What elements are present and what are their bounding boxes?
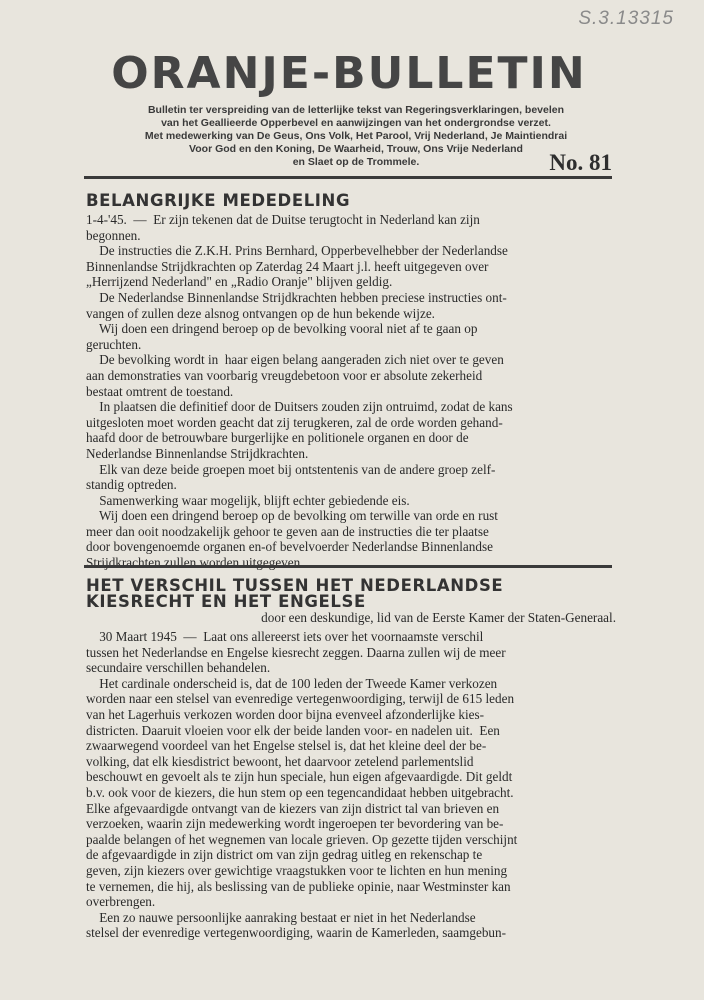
article1-line: standig optreden. [86,477,177,493]
subtitle-line: Met medewerking van De Geus, Ons Volk, Het Parool, Vrij Nederland, Je Maintiendrai [144,130,568,142]
article2-line: Het cardinale onderscheid is, dat de 100 leden der Tweede Kamer verkozen [86,675,498,691]
article1-heading: BELANGRIJKE MEDEDELING [86,191,351,210]
article1-line: De bevolking wordt in haar eigen belang aangeraden zich niet over te geven [86,352,504,368]
subtitle-line: Bulletin ter verspreiding van de letterlijke tekst van Regeringsverklaringen, bevelen [147,104,565,116]
article2-line: tussen het Nederlandse en Engelse kiesrecht zeggen. Daarna zullen wij de meer [86,644,506,660]
masthead-title: ORANJE-BULLETIN [111,48,587,99]
article1-body [86,212,616,571]
article1-line: Strijdkrachten zullen worden uitgegeven. [86,555,304,571]
article2-line: Een zo nauwe persoonlijke aanraking bestaat er niet in het Nederlandse [86,909,476,925]
article2-line: volking, dat elk kiesdistrict bewoont, het daarvoor zetelend parlementslid [86,753,474,769]
article1-line: geruchten. [86,336,142,352]
article1-line: De Nederlandse Binnenlandse Strijdkrachten hebben preciese instructies ont- [86,289,507,305]
article2-line: de afgevaardigde in zijn district om van zijn gedrag uitleg en rekenschap te [86,847,483,863]
article2-line: b.v. ook voor de kiezers, die hun stem op een tegencandidaat hebben uitgebracht. [86,784,514,800]
article2-heading-line: KIESRECHT EN HET ENGELSE [86,592,366,611]
article2-line: van het Lagerhuis verkozen worden door bijna evenveel afzonderlijke kies- [86,706,485,722]
article2-heading-line: HET VERSCHIL TUSSEN HET NEDERLANDSE [86,576,504,595]
article1-line: Wij doen een dringend beroep op de bevolking vooral niet af te gaan op [86,321,478,337]
article2-line: 30 Maart 1945 — Laat ons allereerst iets over het voornaamste verschil [86,629,484,644]
article2-line: Elke afgevaardigde ontvangt van de kiezers van zijn district tal van brieven en [86,800,500,816]
subtitle-line: van het Geallieerde Opperbevel en aanwijzingen van het ondergrondse verzet. [161,117,551,129]
article1-line: In plaatsen die definitief door de Duitsers zouden zijn ontruimd, zodat de kans [86,399,513,415]
subtitle-line: Voor God en den Koning, De Waarheid, Trouw, Ons Vrije Nederland [189,143,523,155]
article2-line: worden naar een stelsel van evenredige vertegenwoordiging, terwijl de 615 leden [86,691,515,707]
masthead-subtitle [96,104,616,169]
article2-line: districten. Daaruit vloeien voor elk der beide landen voor- en nadelen uit. Een [86,722,500,738]
article2-line: overbrengen. [86,894,156,910]
article2-line: zwaarwegend voordeel van het Engelse stelsel is, dat het kleine deel der be- [86,738,487,754]
article1-line: door bovengenoemde organen en-of bevelvoerder Nederlandse Binnenlandse [86,539,493,555]
issue-number: No. 81 [549,150,612,175]
article2-line: te vernemen, die hij, als beslissing van de publieke opinie, naar Westminster kan [86,878,511,894]
article1-line: meer dan ooit noodzakelijk gehoor te geven aan de instructies die ter plaatse [86,523,489,539]
article1-line: Nederlandse Binnenlandse Strijdkrachten. [86,445,309,461]
catalog-number: S.3.13315 [578,8,674,29]
article2-line: beschouwt en gevoelt als te zijn hun speciale, hun eigen afgevaardigde. Dit geldt [86,769,513,785]
article1-line: aan demonstraties van voorbarig vreugdebetoon voor er absolute zekerheid [86,367,483,383]
article1-line: Wij doen een dringend beroep op de bevolking om terwille van orde en rust [86,508,498,524]
subtitle-line: en Slaet op de Trommele. [292,156,420,168]
article1-line: haafd door de betrouwbare burgerlijke en politionele organen en door de [86,430,469,446]
article1-line: begonnen. [86,227,141,243]
article1-line: bestaat omtrent de toestand. [86,383,234,399]
article2-byline: door een deskundige, lid van de Eerste Kamer der Staten-Generaal. [261,610,616,625]
article2-line: secundaire verschillen behandelen. [86,660,271,676]
divider-rule [84,176,612,179]
article2-line: paalde belangen of het wegnemen van locale grieven. Op gezette tijden verschijnt [86,831,518,847]
divider-rule [84,565,612,568]
article1-line: „Herrijzend Nederland" en „Radio Oranje" blijven geldig. [86,274,393,290]
article1-line: De instructies die Z.K.H. Prins Bernhard, Opperbevelhebber der Nederlandse [86,243,508,259]
article2-line: geven, zijn kiezers over gewichtige vraagstukken voor te lichten en hun mening [86,862,508,878]
article2-line: stelsel der evenredige vertegenwoordiging, waarin de Kamerleden, saamgebun- [86,925,506,941]
article1-line: Samenwerking waar mogelijk, blijft echter gebiedende eis. [86,492,410,508]
article1-line: 1-4-'45. — Er zijn tekenen dat de Duitse terugtocht in Nederland kan zijn [86,212,480,227]
article1-line: uitgesloten moet worden geacht dat zij terugkeren, zal de orde worden gehand- [86,414,503,430]
article1-line: Binnenlandse Strijdkrachten op Zaterdag 24 Maart j.l. heeft uitgegeven over [86,258,489,274]
article1-line: vangen of zullen deze alsnog ontvangen op de hun bekende wijze. [86,305,435,321]
article2-body [86,629,616,941]
article1-line: Elk van deze beide groepen moet bij ontstentenis van de andere groep zelf- [86,461,496,477]
article2-line: verzoeken, waarin zijn medewerking wordt ingeroepen ter bevordering van be- [86,816,504,832]
